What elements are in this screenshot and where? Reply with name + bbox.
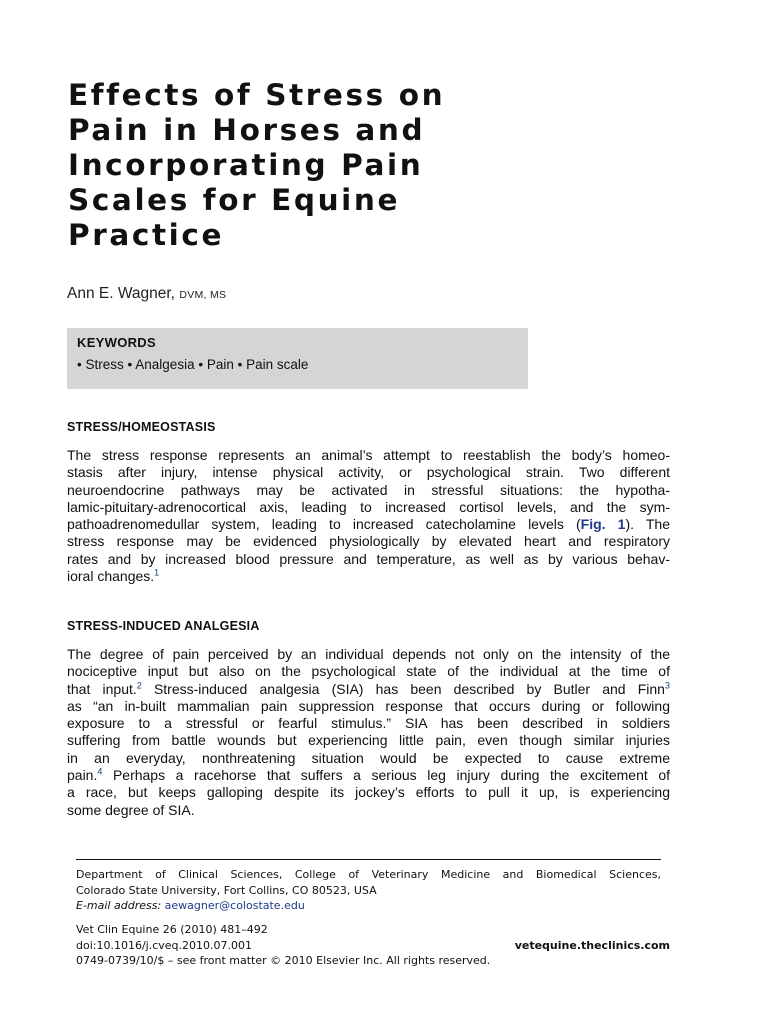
paragraph-line: nociceptive input but also on the psychological state of the individual at the time of bbox=[67, 663, 670, 680]
line-text: pathoadrenomedullar system, leading to increased catecholamine levels ( bbox=[67, 516, 581, 533]
line-text: Perhaps a racehorse that suffers a serious leg injury during the excitement of bbox=[102, 767, 670, 784]
website-link[interactable]: vetequine.theclinics.com bbox=[514, 938, 670, 952]
line-text: that input. bbox=[67, 680, 137, 697]
paragraph-line: rates and by increased blood pressure and temperature, as well as by various behav- bbox=[67, 550, 670, 567]
author-degrees: DVM, MS bbox=[179, 289, 227, 301]
doi-line bbox=[76, 938, 670, 954]
paragraph-line: some degree of SIA. bbox=[67, 801, 195, 818]
bullet-icon: • bbox=[198, 357, 204, 372]
section-heading: STRESS/HOMEOSTASIS bbox=[67, 420, 216, 434]
keywords-list bbox=[77, 357, 518, 373]
email-line bbox=[76, 898, 661, 914]
reference-link[interactable]: 2 bbox=[136, 679, 142, 690]
journal-citation: Vet Clin Equine 26 (2010) 481–492 bbox=[76, 923, 268, 936]
figure-link[interactable]: Fig. 1 bbox=[580, 516, 626, 533]
paragraph-line bbox=[67, 767, 670, 784]
title-line: Pain in Horses and bbox=[68, 113, 426, 147]
section-paragraph bbox=[67, 447, 670, 585]
line-text: ). The bbox=[625, 516, 670, 533]
paragraph-line: exposure to a stressful or fearful stimulus.” SIA has been described in soldiers bbox=[67, 715, 670, 732]
title-line: Scales for Equine bbox=[68, 183, 401, 217]
author-line bbox=[67, 285, 226, 303]
paragraph-line: stress response may be evidenced physiologically by elevated heart and respiratory bbox=[67, 533, 670, 550]
paragraph-line bbox=[67, 516, 670, 533]
keyword-text: Analgesia bbox=[135, 357, 195, 372]
keyword-item bbox=[128, 357, 195, 372]
paragraph-line: The degree of pain perceived by an individual depends not only on the intensity of the bbox=[67, 646, 670, 662]
paragraph-line: lamic-pituitary-adrenocortical axis, leading to increased cortisol levels, and the sym- bbox=[67, 498, 670, 515]
paragraph-line: suffering from battle wounds but experiencing little pain, even though similar injuries bbox=[67, 732, 670, 749]
paragraph-line: a race, but keeps galloping despite its jockey’s efforts to pull it up, is experiencing bbox=[67, 784, 670, 801]
bullet-icon: • bbox=[77, 357, 82, 372]
paragraph-line: The stress response represents an animal’s attempt to reestablish the body’s homeo- bbox=[67, 447, 670, 463]
reference-link[interactable]: 3 bbox=[664, 679, 670, 690]
paragraph-line: as “an in-built mammalian pain suppression response that occurs during or following bbox=[67, 697, 670, 714]
footer-divider bbox=[76, 859, 661, 860]
affiliation-line: Colorado State University, Fort Collins, CO 80523, USA bbox=[76, 883, 377, 897]
paragraph-line: stasis after injury, intense physical activity, or psychological strain. Two different bbox=[67, 464, 670, 481]
email-label: E-mail address: bbox=[76, 899, 162, 912]
line-text: ioral changes. bbox=[67, 568, 155, 585]
doi: doi:10.1016/j.cveq.2010.07.001 bbox=[76, 938, 253, 952]
paragraph-line bbox=[67, 568, 670, 585]
bullet-icon: • bbox=[237, 357, 243, 372]
affiliation-line: Department of Clinical Sciences, College of Veterinary Medicine and Biomedical Sciences, bbox=[76, 868, 661, 881]
article-title bbox=[68, 78, 528, 253]
keyword-item bbox=[238, 357, 309, 372]
section-stress-induced-analgesia bbox=[67, 619, 670, 819]
title-line: Incorporating Pain bbox=[68, 148, 424, 182]
paragraph-line bbox=[67, 681, 670, 698]
bullet-icon: • bbox=[127, 357, 133, 372]
affiliation-block bbox=[76, 867, 661, 914]
paragraph-line: neuroendocrine pathways may be activated in stressful situations: the hypotha- bbox=[67, 481, 670, 498]
keyword-item bbox=[198, 357, 234, 372]
keywords-heading: KEYWORDS bbox=[77, 335, 156, 350]
section-stress-homeostasis bbox=[67, 420, 670, 585]
title-line: Effects of Stress on bbox=[68, 78, 446, 112]
keyword-text: Stress bbox=[85, 357, 124, 372]
line-text: pain. bbox=[67, 767, 98, 784]
keyword-item bbox=[77, 357, 124, 372]
copyright-line: 0749-0739/10/$ – see front matter © 2010 Elsevier Inc. All rights reserved. bbox=[76, 954, 491, 967]
author-name: Ann E. Wagner, bbox=[67, 285, 175, 302]
line-text: Stress-induced analgesia (SIA) has been described by Butler and Finn bbox=[141, 680, 665, 697]
citation-block bbox=[76, 922, 670, 969]
keyword-text: Pain scale bbox=[246, 357, 309, 372]
keywords-box bbox=[67, 328, 528, 389]
section-paragraph bbox=[67, 646, 670, 819]
title-line: Practice bbox=[68, 218, 225, 252]
reference-link[interactable]: 1 bbox=[154, 567, 160, 578]
keyword-text: Pain bbox=[206, 357, 234, 372]
paragraph-line: in an everyday, nonthreatening situation would be expected to cause extreme bbox=[67, 749, 670, 766]
email-link[interactable]: aewagner@colostate.edu bbox=[164, 899, 305, 912]
section-heading: STRESS-INDUCED ANALGESIA bbox=[67, 619, 260, 633]
reference-link[interactable]: 4 bbox=[97, 766, 103, 777]
